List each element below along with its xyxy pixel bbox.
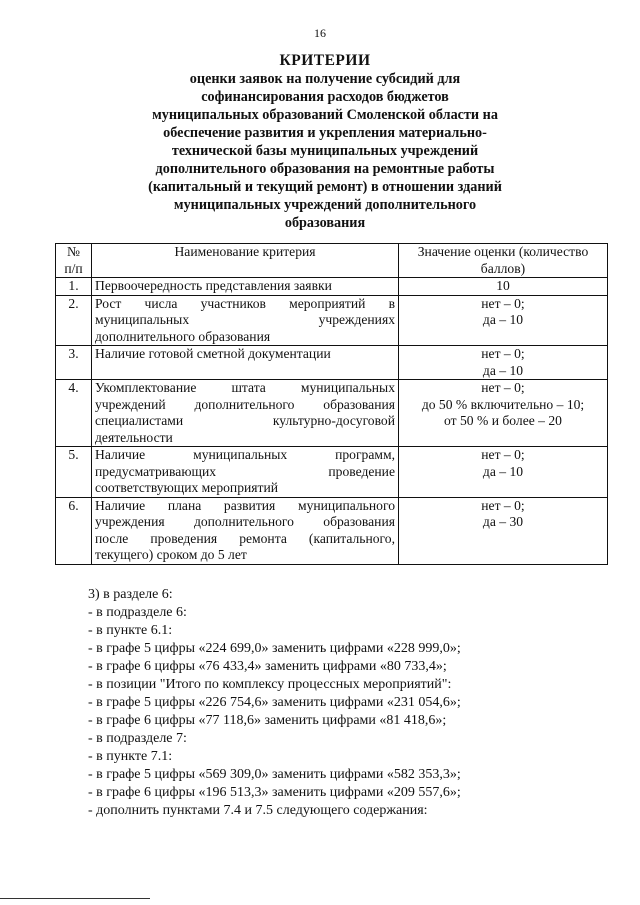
criterion-value-line: нет – 0;	[481, 380, 525, 395]
table-row	[56, 295, 608, 346]
header-name: Наименование критерия	[92, 244, 399, 278]
criterion-value-line: нет – 0;	[481, 295, 525, 311]
table-row	[56, 497, 608, 564]
criterion-value-line: да – 30	[482, 514, 524, 529]
criterion-value-line: до 50 % включительно – 10;	[421, 396, 585, 412]
row-number: 4.	[56, 380, 92, 447]
criterion-name-line: Первоочередность представления заявки	[95, 278, 332, 293]
row-number: 5.	[56, 447, 92, 498]
amendment-item: - в графе 6 цифры «77 118,6» заменить цифрами «81 418,6»;	[88, 713, 447, 728]
amendment-item: - в позиции "Итого по комплексу процессных мероприятий":	[88, 677, 452, 692]
criterion-name-line: дополнительного образования	[95, 328, 271, 344]
header-value	[399, 244, 608, 278]
title-line: (капитальный и текущий ремонт) в отношении зданий	[148, 179, 502, 195]
row-number: 2.	[56, 295, 92, 346]
criterion-name-line: Рост числа участников мероприятий в	[95, 295, 395, 311]
table-header-row	[56, 244, 608, 278]
title-line: муниципальных учреждений дополнительного	[173, 197, 477, 213]
title-line: софинансирования расходов бюджетов	[201, 89, 449, 105]
criterion-name-line: соответствующих мероприятий	[95, 480, 279, 495]
page-number: 16	[314, 26, 326, 40]
criterion-name	[92, 497, 399, 564]
amendment-item: - в пункте 7.1:	[88, 749, 173, 764]
criterion-value	[399, 497, 608, 564]
criterion-value	[399, 447, 608, 498]
title-heading: КРИТЕРИИ	[279, 52, 371, 69]
criterion-name-line: Наличие муниципальных программ,	[95, 447, 395, 462]
amendment-item: - в графе 6 цифры «76 433,4» заменить цифрами «80 733,4»;	[88, 659, 447, 674]
criterion-name-line: Наличие плана развития муниципального	[95, 497, 395, 513]
amendment-item: - дополнить пунктами 7.4 и 7.5 следующего содержания:	[88, 803, 428, 818]
title-line: образования	[284, 215, 366, 231]
criterion-name	[92, 278, 399, 296]
table-row	[56, 380, 608, 447]
criterion-name	[92, 346, 399, 380]
amendment-item: - в графе 5 цифры «569 309,0» заменить цифрами «582 353,3»;	[88, 767, 461, 782]
row-number: 1.	[56, 278, 92, 296]
table-row	[56, 278, 608, 296]
criterion-value-line: от 50 % и более – 20	[444, 413, 562, 428]
title-line: обеспечение развития и укрепления материально-	[163, 125, 487, 141]
header-num	[56, 244, 92, 278]
title-line: оценки заявок на получение субсидий для	[189, 71, 461, 87]
amendment-item: - в графе 6 цифры «196 513,3» заменить цифрами «209 557,6»;	[88, 785, 461, 800]
table-body	[56, 278, 608, 565]
header-num-line: №	[67, 244, 80, 259]
criterion-value	[399, 278, 608, 296]
header-value-line: баллов)	[480, 260, 526, 276]
table-row	[56, 447, 608, 498]
criterion-value-line: нет – 0;	[481, 447, 525, 462]
criterion-name-line: предусматривающих проведение	[95, 463, 395, 479]
header-value-line: Значение оценки (количество	[417, 244, 589, 259]
criterion-value-line: нет – 0;	[481, 497, 525, 513]
criterion-name-line: муниципальных учреждениях	[95, 312, 395, 327]
footnote-divider	[0, 898, 150, 899]
criterion-value-line: да – 10	[482, 312, 524, 327]
title-line: дополнительного образования на ремонтные работы	[155, 161, 495, 177]
criterion-name-line: учреждений дополнительного образования	[95, 396, 395, 412]
criteria-table	[55, 243, 608, 565]
criterion-value-line: нет – 0;	[481, 346, 525, 361]
criterion-name	[92, 295, 399, 346]
title-line: технической базы муниципальных учреждений	[171, 143, 479, 159]
criterion-name-line: деятельности	[95, 429, 173, 445]
criterion-value	[399, 346, 608, 380]
criterion-name-line: текущего) сроком до 5 лет	[95, 547, 247, 562]
criterion-value	[399, 380, 608, 447]
criterion-value-line: да – 10	[482, 362, 524, 378]
table-row	[56, 346, 608, 380]
criterion-name-line: учреждения дополнительного образования	[95, 514, 395, 529]
criterion-value	[399, 295, 608, 346]
amendment-item: - в пункте 6.1:	[88, 623, 173, 638]
amendments-list	[88, 586, 608, 820]
amendment-item: 3) в разделе 6:	[88, 587, 173, 602]
criterion-name-line: Укомплектование штата муниципальных	[95, 380, 395, 395]
row-number: 3.	[56, 346, 92, 380]
criterion-value-line: да – 10	[482, 463, 524, 479]
row-number: 6.	[56, 497, 92, 564]
header-num-line: п/п	[64, 260, 83, 276]
amendment-item: - в подразделе 7:	[88, 731, 187, 746]
criterion-name-line: после проведения ремонта (капитального,	[95, 530, 395, 546]
criterion-name-line: специалистами культурно-досуговой	[95, 413, 395, 428]
title-line: муниципальных образований Смоленской области на	[152, 107, 498, 123]
amendment-item: - в графе 5 цифры «224 699,0» заменить цифрами «228 999,0»;	[88, 641, 461, 656]
criterion-name-line: Наличие готовой сметной документации	[95, 346, 331, 361]
criterion-value-line: 10	[496, 278, 510, 293]
amendment-item: - в подразделе 6:	[88, 605, 187, 620]
criterion-name	[92, 447, 399, 498]
amendment-item: - в графе 5 цифры «226 754,6» заменить цифрами «231 054,6»;	[88, 695, 461, 710]
document-title	[110, 52, 540, 232]
criterion-name	[92, 380, 399, 447]
